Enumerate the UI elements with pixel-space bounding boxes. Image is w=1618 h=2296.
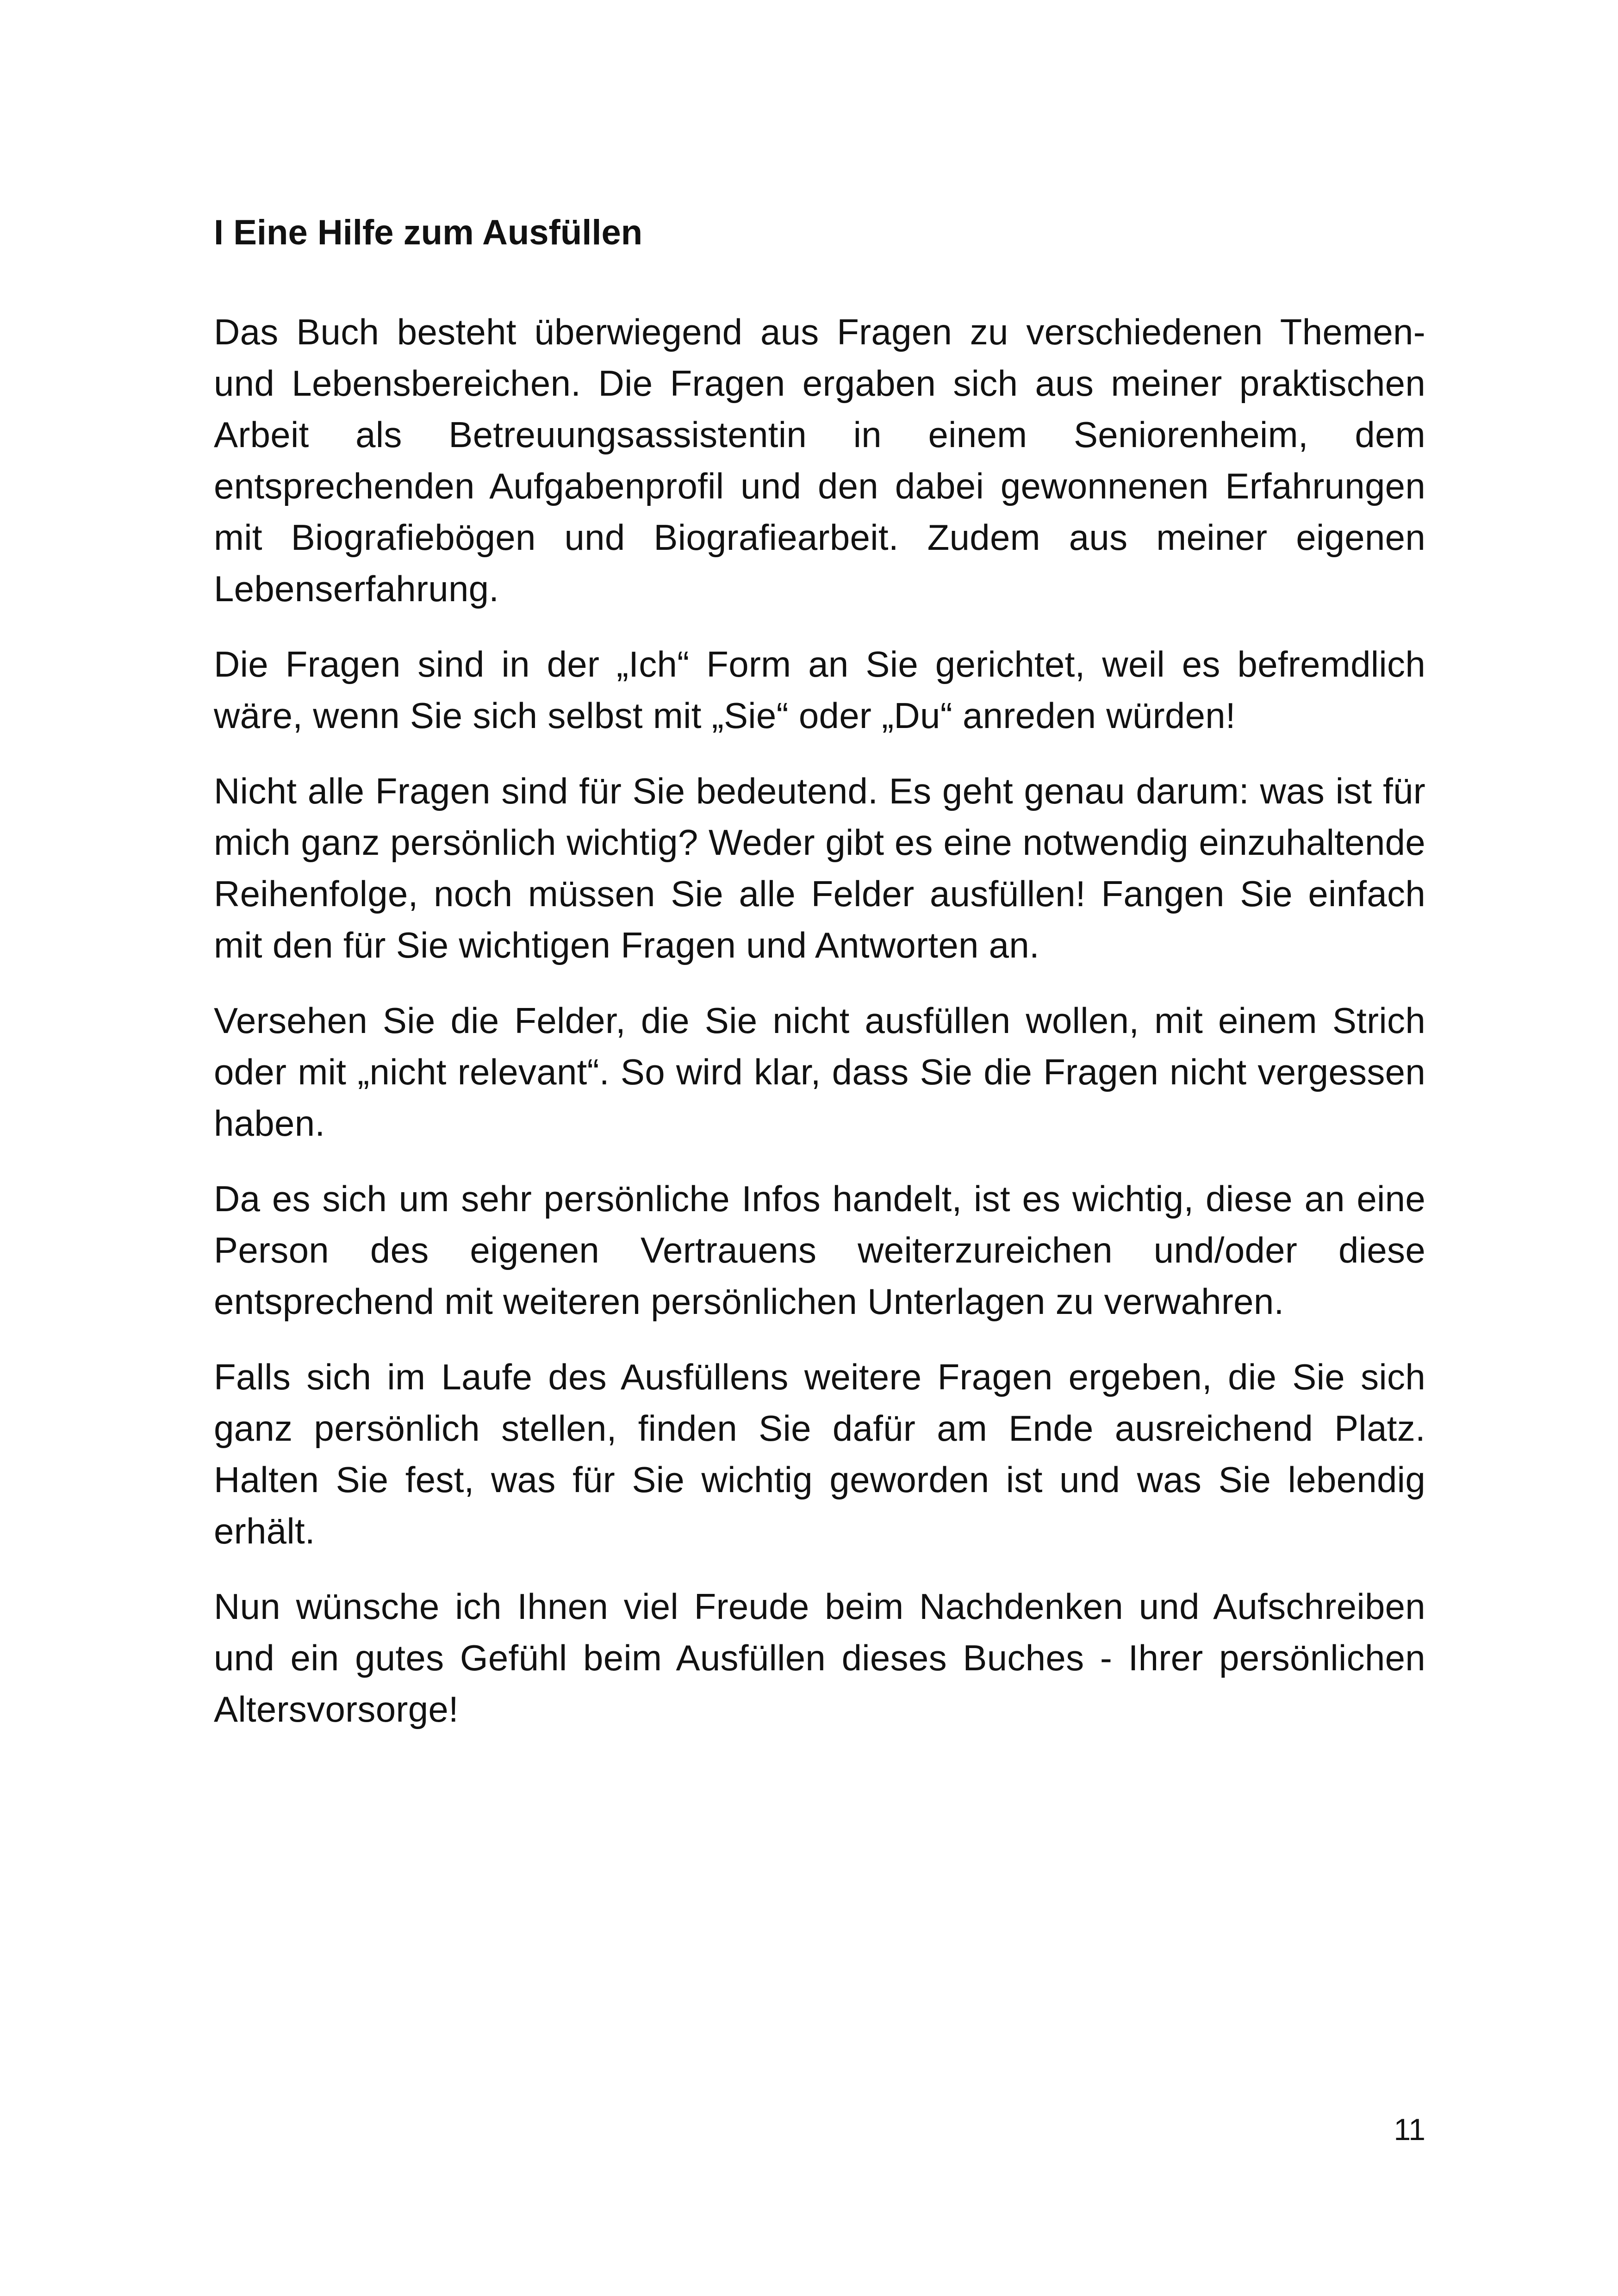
paragraph-privacy: Da es sich um sehr persönliche Infos handelt, ist es wichtig, diese an eine Person des eigenen Vertrauens weiterzureichen und/oder diese entsprechend mit weiteren persönlichen Unterlagen zu verwahren.	[214, 1178, 1425, 1322]
paragraph-relevance: Nicht alle Fragen sind für Sie bedeutend. Es geht genau darum: was ist für mich ganz persönlich wichtig? Weder gibt es eine notwendig einzuhaltende Reihenfolge, noch müssen Sie alle Felder ausfüllen! Fangen Sie einfach mit den für Sie wichtigen Fragen und Antworten an.	[214, 771, 1425, 965]
body-text	[214, 306, 1425, 1759]
paragraph-form-of-address: Die Fragen sind in der „Ich“ Form an Sie gerichtet, weil es befremdlich wäre, wenn Sie sich selbst mit „Sie“ oder „Du“ anreden würden!	[214, 644, 1425, 736]
section-heading: I Eine Hilfe zum Ausfüllen	[214, 213, 643, 252]
paragraph-closing: Nun wünsche ich Ihnen viel Freude beim Nachdenken und Aufschreiben und ein gutes Gefühl beim Ausfüllen dieses Buches - Ihrer persönlichen Altersvorsorge!	[214, 1586, 1425, 1730]
paragraph-intro: Das Buch besteht überwiegend aus Fragen zu verschiedenen Themen- und Lebensbereichen. Die Fragen ergaben sich aus meiner praktischen Arbeit als Betreuungsassistentin in einem Seniorenheim, dem entsprechenden Aufgabenprofil und den dabei gewonnenen Erfahrungen mit Biografiebögen und Biografiearbeit. Zudem aus meiner eigenen Lebenserfahrung.	[214, 311, 1425, 609]
paragraph-empty-fields: Versehen Sie die Felder, die Sie nicht ausfüllen wollen, mit einem Strich oder mit „nicht relevant“. So wird klar, dass Sie die Fragen nicht vergessen haben.	[214, 1000, 1425, 1144]
paragraph-extra-questions: Falls sich im Laufe des Ausfüllens weitere Fragen ergeben, die Sie sich ganz persönlich stellen, finden Sie dafür am Ende ausreichend Platz. Halten Sie fest, was für Sie wichtig geworden ist und was Sie lebendig erhält.	[214, 1356, 1425, 1551]
page-number: 11	[1394, 2112, 1425, 2147]
